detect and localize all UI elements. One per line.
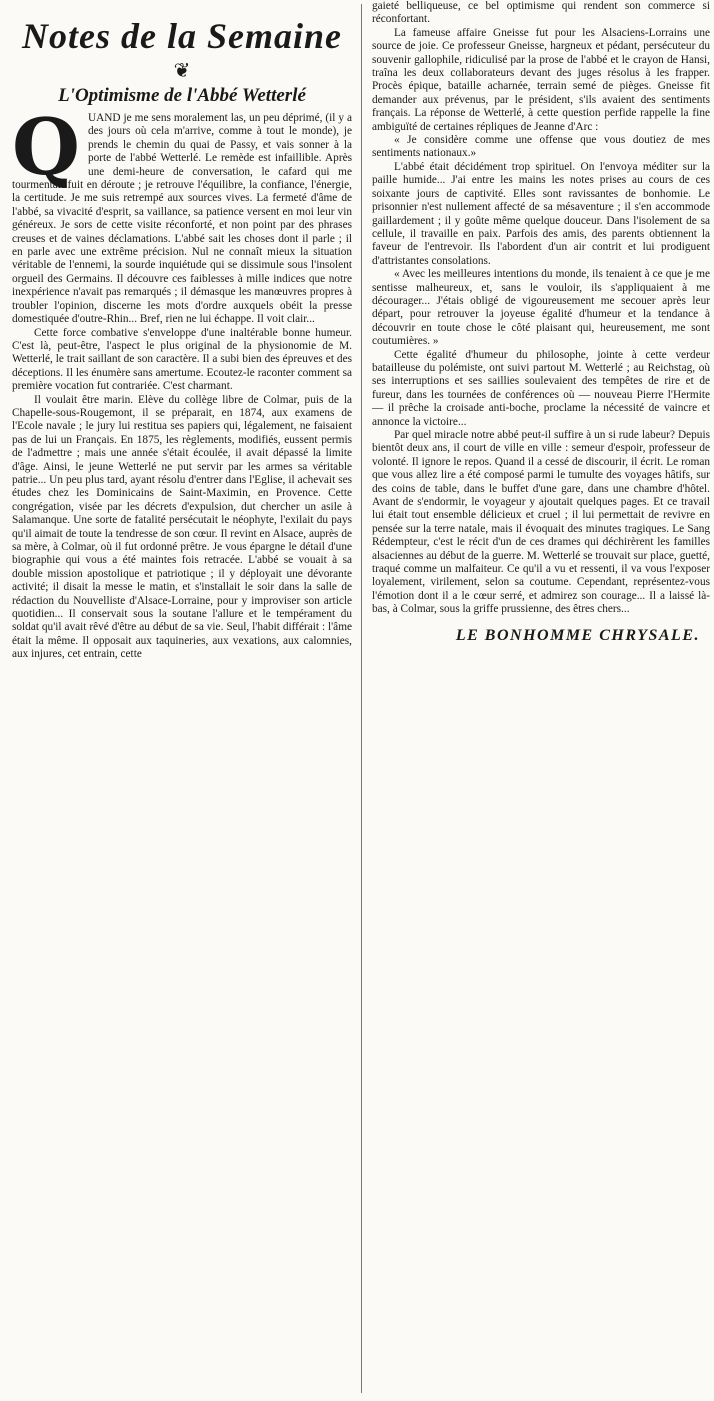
paragraph-3: Il voulait être marin. Elève du collège libre de Colmar, puis de la Chapelle-sous-Rougemont, il se préparait, en 1874, aux examens de l'Ecole navale ; le jury lui restitua ses papiers qui, légalement, ne faisaient pas de lui un Français. En 1875, les règlements, modifiés, eussent permis de l'admettre ; mais une année s'était écoulée, il avait dépassé la limite d'âge. Ainsi, le jeune Wetterlé ne put servir par les armes sa véritable patrie... Un peu plus tard, ayant résolu d'entrer dans l'Eglise, il achevait ses études chez les Dominicains de Saint-Maximin, en Provence. Cette congrégation, visée par les décrets d'expulsion, dut chercher un asile à Salamanque. Une sorte de fatalité persécutait le néophyte, l'exilait du pays qu'il aimait de toute la tendresse de son cœur. Il revint en Alsace, auprès de sa mère, à Colmar, où il fut ordonné prêtre. Je vous épargne le détail d'une biographie qui vous a été maintes fois retracée. L'abbé se vouait à sa double mission apostolique et patriotique ; il y déployait une dévorante activité; il disait la messe le matin, et s'installait le soir dans la salle de rédaction du Nouvelliste d'Alsace-Lorraine, pour y improviser son article quotidien... Il conservait sous la soutane l'allure et le tempérament du soldat qu'il avait rêvé d'être au début de sa vie. Seul, l'habit différait : l'âme était la même. Il opposait aux taquineries, aux vexations, aux calomnies, aux injures, cet entrain, cette [12,393,352,661]
page-title: Notes de la Semaine [22,16,342,56]
quote-wetterle: « Je considère comme une offense que vous doutiez de mes sentiments nationaux.» [372,134,710,160]
quote-notes: « Avec les meilleures intentions du monde, ils tenaient à ce que je me sentisse malheureux, et, sans le vouloir, ils s'appliquaient à me décourager... J'étais obligé de vigoureusement me secouer après leur départ, pour retrouver la joyeuse égalité d'humeur et la tendance à découvrir en toute chose le côté plaisant qui, heureusement, me sont coutumières. » [372,268,710,348]
paragraph-continued: gaieté belliqueuse, ce bel optimisme qui rendent son commerce si réconfortant. [372,0,710,26]
paragraph-1-text: UAND je me sens moralement las, un peu déprimé, (il y a des jours où cela m'arrive, comme à tout le monde), je prends le chemin du quai de Passy, et vais sonner à la porte de l'abbé Wetterlé. Le remède est infaillible. Après une demi-heure de conversation, le cafard qui me tourmentait fuit en déroute ; je retrouve l'équilibre, la confiance, l'énergie, la certitude. Je me suis retrempé aux sources vives. La fermeté d'âme de l'abbé, sa vivacité d'esprit, sa vaillance, sa patience versent en moi leur vin généreux. Je sors de cette visite réconforté, et non point par des phrases creuses et de vaines déclamations. L'abbé sait les choses dont il parle ; il en parle avec une extrême précision. Nul ne connaît mieux la situation véritable de l'ennemi, la sourde inquiétude qui se dissimule sous l'insolent orgueil des Germains. Il découvre ces faiblesses à mille indices que notre inexpérience n'avait pas remarqués ; il démasque les manœuvres propres à troubler l'opinion, discerne les mots d'ordre auxquels obéit la presse domestiquée d'outre-Rhin... Bref, rien ne lui échappe. Il voit clair... [12,112,352,326]
column-divider [361,4,362,1393]
article-subtitle: L'Optimisme de l'Abbé Wetterlé [58,85,306,106]
ornament-icon: ❦ [173,60,191,82]
paragraph-reichstag: Cette égalité d'humeur du philosophe, jointe à cette verdeur batailleuse du polémiste, ont suivi partout M. Wetterlé ; au Reichstag, où ses interruptions et ses saillies soulevaient des tempêtes de rire et de fureur, dans les tournées de conférences où — nouveau Pierre l'Hermite — il prêche la croisade anti-boche, proclame la nécessité de vaincre et annonce la victoire... [372,348,710,428]
paragraph-labeur: Par quel miracle notre abbé peut-il suffire à un si rude labeur? Depuis bientôt deux ans, il court de ville en ville : semeur d'espoir, professeur de volonté. Il ignore le repos. Quand il a cessé de discourir, il écrit. Le roman que vous allez lire a été composé parmi le tumulte des voyages hâtifs, sur des coins de table, dans le buffet d'une gare, dans une chambre d'hôtel. Avant de s'endormir, le voyageur y ajoutait quelques pages. Et ce travail lui était tout ensemble délicieux et cruel ; il lui permettait de revivre en pensée sur la terre natale, mais il évoquait des minutes tragiques. Le Sang Rédempteur, c'est le récit d'un de ces drames qui déchirèrent les familles alsaciennes au début de la guerre. M. Wetterlé se trouvait sur place, guetté, traqué comme un malfaiteur. Ce qu'il a vu et ressenti, il va vous l'exposer loyalement, virilement, selon sa coutume. Cependant, représentez-vous l'émotion dont il a le cœur serré, et admirez son courage... Il a laissé là-bas, à Colmar, sous la griffe prussienne, des êtres chers... [372,429,710,616]
paragraph-1 [12,102,352,327]
right-column [366,0,714,1401]
paragraph-captivity: L'abbé était décidément trop spirituel. On l'envoya méditer sur la paille humide... J'ai entre les mains les notes prises au cours de ces soixante jours de captivité. Elles sont ravissantes de bonhomie. Le prisonnier n'est nullement affecté de sa mésaventure ; il s'en accommode gaillardement ; il y goûte même quelque douceur. Dans l'isolement de sa cellule, il travaille en paix. Parfois des amis, des parents obtiennent la faveur de l'entrevoir. Ils l'abordent d'un air contrit et lui prodiguent d'attristantes consolations. [372,160,710,267]
drop-cap: Q [12,102,80,193]
paragraph-2: Cette force combative s'enveloppe d'une inaltérable bonne humeur. C'est là, peut-être, l'aspect le plus original de la physionomie de M. Wetterlé, le trait saillant de son caractère. Il a subi bien des épreuves et des déceptions. Il les énumère sans amertume. Ecoutez-le raconter comment sa première vocation fut contrariée. C'est charmant. [12,326,352,393]
signature: LE BONHOMME CHRYSALE. [455,626,700,644]
paragraph-gneisse: La fameuse affaire Gneisse fut pour les Alsaciens-Lorrains une source de joie. Ce professeur Gneisse, hargneux et pédant, persécuteur du souvenir gallophile, ridiculisé par la prose de l'abbé et le crayon de Hansi, traîna les deux collaborateurs devant des juges résolus à les frapper. Procès épique, bataille acharnée, terrain semé de pièges. Gneisse fit demander aux prévenus, par le président, s'ils avaient des sentiments français. La réponse de Wetterlé, à cette question perfide rappelle la fine ambiguïté de certaines répliques de Jeanne d'Arc : [372,26,710,133]
